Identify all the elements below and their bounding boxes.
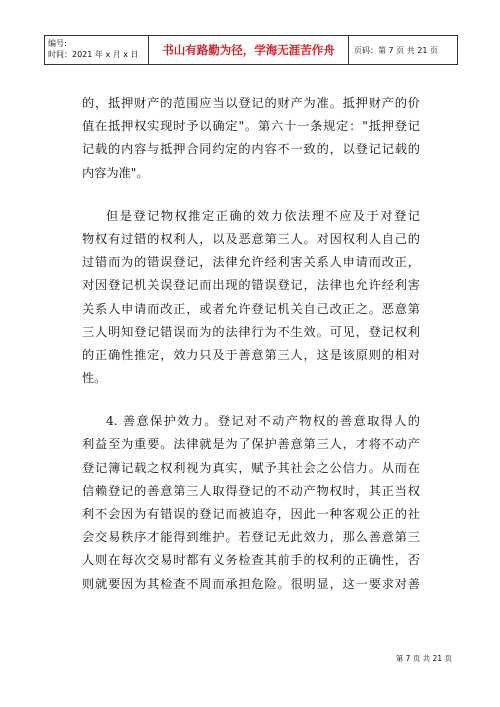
text-line: 人则在每次交易时都有义务检查其前手的权利的正确性，否 xyxy=(82,553,420,568)
header-page-number: 页码：第 7 页 共 21 页 xyxy=(354,45,438,55)
text-line: 三人明知登记错误而为的法律行为不生效。可见，登记权利 xyxy=(82,324,420,339)
text-line: 值在抵押权实现时予以确定"。第六十一条规定："抵押登记 xyxy=(82,119,420,134)
text-line: 的正确性推定，效力只及于善意第三人，这是该原则的相对 xyxy=(82,347,420,362)
paragraph-2 xyxy=(82,205,420,391)
text-line: 关系人申请而改正，或者允许登记机关自己改正之。恶意第 xyxy=(82,301,420,316)
text-line: 内容为准"。 xyxy=(82,165,149,180)
text-line: 4. 善意保护效力。登记对不动产物权的善意取得人的 xyxy=(106,414,420,429)
text-line: 对因登记机关误登记而出现的错误登记，法律也允许经利害 xyxy=(82,278,420,293)
doc-number-label: 编号: xyxy=(48,39,67,48)
text-line: 记载的内容与抵押合同约定的内容不一致的，以登记记载的 xyxy=(82,142,420,157)
text-line: 利不会因为有错误的登记而被追夺，因此一种客观公正的社 xyxy=(82,507,420,521)
page-header xyxy=(44,35,458,65)
text-line: 但是登记物权推定正确的效力依法理不应及于对登记 xyxy=(106,208,420,223)
date-text: 时间：2021 年 x 月 x 日 xyxy=(48,50,139,59)
page-footer: 第 7 页 共 21 页 xyxy=(395,654,452,663)
text-line: 过错而为的错误登记，法律允许经利害关系人申请而改正， xyxy=(82,255,420,270)
header-motto: 书山有路勤为径，学海无涯苦作舟 xyxy=(149,36,349,64)
text-line: 利益至为重要。法律就是为了保护善意第三人，才将不动产 xyxy=(82,437,420,452)
paragraph-3 xyxy=(82,410,420,596)
text-line: 信赖登记的善意第三人取得登记的不动产物权时，其正当权 xyxy=(82,483,420,498)
text-line: 登记簿记载之权利视为真实，赋予其社会之公信力。从而在 xyxy=(82,460,420,475)
text-line: 则就要因为其检查不周而承担危险。很明显，这一要求对善 xyxy=(82,576,420,591)
text-line: 的，抵押财产的范围应当以登记的财产为准。抵押财产的价 xyxy=(82,96,420,110)
paragraph-1 xyxy=(82,92,420,185)
header-meta-cell xyxy=(45,36,149,64)
text-line: 物权有过错的权利人，以及恶意第三人。对因权利人自己的 xyxy=(82,231,420,246)
document-body xyxy=(82,92,420,616)
text-line: 会交易秩序才能得到维护。若登记无此效力，那么善意第三 xyxy=(82,530,420,545)
text-line: 性。 xyxy=(82,371,107,386)
